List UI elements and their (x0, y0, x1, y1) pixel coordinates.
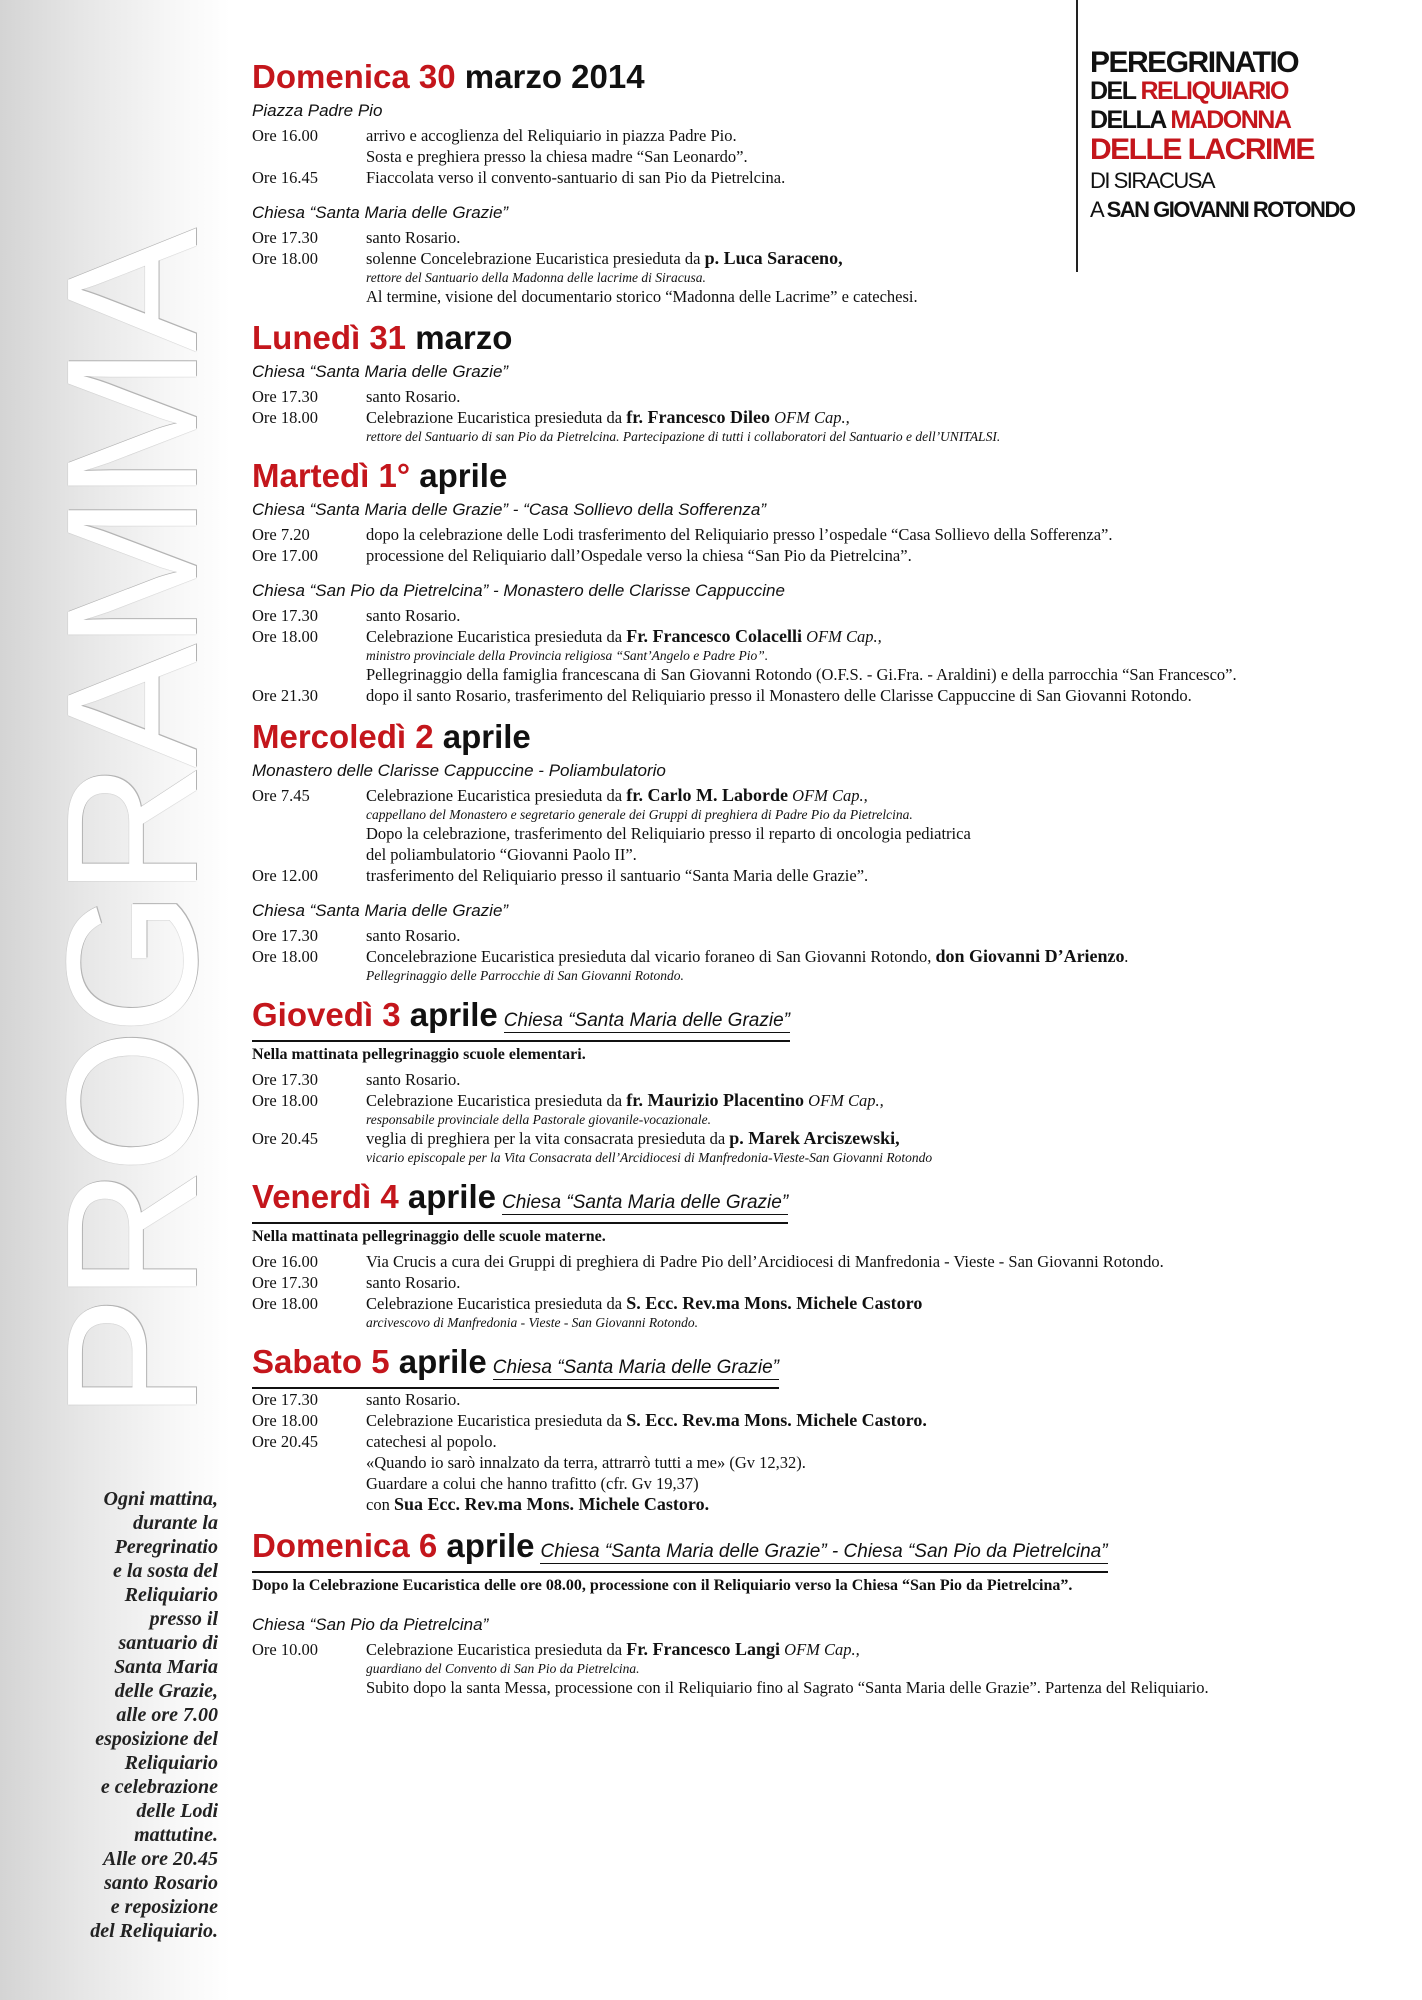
day-section (252, 718, 1362, 984)
detail-line (252, 146, 1362, 167)
celebrant-name: p. Marek Arciszewski, (729, 1128, 900, 1148)
location-label: Chiesa “Santa Maria delle Grazie” - “Casa Sollievo della Sofferenza” (252, 500, 767, 519)
schedule-description (366, 1272, 1362, 1293)
title-part: MADONNA (1170, 106, 1291, 134)
schedule-description (366, 407, 1362, 445)
time-label: Ore 17.30 (252, 387, 318, 406)
day-section (252, 996, 1362, 1166)
schedule-description (366, 1431, 1362, 1452)
note-line: delle Grazie, (114, 1680, 218, 1702)
month-label: marzo (406, 319, 513, 356)
weekday: Venerdì (252, 1178, 381, 1215)
schedule-row (252, 386, 1362, 407)
description-text: santo Rosario. (366, 387, 461, 406)
time-label: Ore 20.45 (252, 1432, 318, 1451)
detail-text: del poliambulatorio “Giovanni Paolo II”. (366, 845, 637, 864)
detail-line (252, 1677, 1362, 1698)
day-heading (252, 58, 1362, 96)
day-section (252, 1527, 1362, 1698)
title-part: SAN GIOVANNI ROTONDO (1106, 197, 1355, 222)
schedule-description (366, 386, 1362, 407)
spacer (252, 1600, 1362, 1610)
celebrant-name: Sua Ecc. Rev.ma Mons. Michele Castoro. (393, 1494, 710, 1514)
location-label: Monastero delle Clarisse Cappuccine - Poliambulatorio (252, 761, 666, 780)
month-label: aprile (437, 1527, 535, 1564)
day-section (252, 1178, 1362, 1331)
time-label: Ore 18.00 (252, 1411, 318, 1430)
schedule-description (366, 1128, 1362, 1166)
celebrant-role: rettore del Santuario della Madonna delle lacrime di Siracusa. (366, 270, 706, 285)
schedule-row (252, 1639, 1362, 1677)
schedule-row (252, 227, 1362, 248)
time-label: Ore 18.00 (252, 408, 318, 427)
schedule-row (252, 167, 1362, 188)
note-line: e reposizione (110, 1896, 218, 1918)
schedule-row (252, 1090, 1362, 1128)
day-number: 31 (369, 319, 407, 356)
celebrant-name: S. Ecc. Rev.ma Mons. Michele Castoro. (626, 1410, 927, 1430)
location-label: Piazza Padre Pio (252, 101, 383, 120)
note-line: del Reliquiario. (90, 1920, 218, 1942)
weekday: Domenica (252, 1527, 419, 1564)
day-note: Dopo la Celebrazione Eucaristica delle ore 08.00, processione con il Reliquiario verso la Chiesa “San Pio da Pietrelcina”. (252, 1577, 1073, 1594)
time-label: Ore 17.30 (252, 1273, 318, 1292)
schedule-row (252, 1431, 1362, 1452)
day-section (252, 319, 1362, 445)
schedule-row (252, 925, 1362, 946)
note-line: presso il (149, 1608, 218, 1630)
description-text: Celebrazione Eucaristica presieduta da (366, 408, 627, 427)
day-number: 30 (418, 58, 456, 95)
day-heading (252, 996, 790, 1042)
schedule-description (366, 1069, 1362, 1090)
description-text: santo Rosario. (366, 926, 461, 945)
detail-text: Guardare a colui che hanno trafitto (cfr. Gv 19,37) (366, 1474, 699, 1493)
schedule-description (366, 1293, 1362, 1331)
order-label: OFM Cap., (804, 1091, 884, 1110)
time-label: Ore 17.30 (252, 606, 318, 625)
day-number: 1° (378, 457, 411, 494)
day-section (252, 58, 1362, 307)
celebrant-role: cappellano del Monastero e segretario generale dei Gruppi di preghiera di Padre Pio da Pietrelcina. (366, 807, 913, 822)
heading-location: Chiesa “Santa Maria delle Grazie” (503, 1010, 790, 1031)
celebrant-role: responsabile provinciale della Pastorale giovanile-vocazionale. (366, 1112, 712, 1127)
daily-schedule-note (30, 1487, 218, 1943)
celebrant-name: S. Ecc. Rev.ma Mons. Michele Castoro (626, 1293, 923, 1313)
celebrant-name: fr. Francesco Dileo (626, 407, 771, 427)
detail-line (252, 1452, 1362, 1473)
schedule-row (252, 1128, 1362, 1166)
weekday: Sabato (252, 1343, 372, 1380)
note-line: Santa Maria (114, 1656, 218, 1678)
note-line: e la sosta del (113, 1560, 218, 1582)
schedule-description (366, 545, 1362, 566)
schedule-row (252, 785, 1362, 823)
schedule-description (366, 865, 1362, 886)
detail-text: Al termine, visione del documentario storico “Madonna delle Lacrime” e catechesi. (366, 287, 918, 306)
day-number: 5 (371, 1343, 390, 1380)
day-heading (252, 1343, 779, 1389)
celebrant-role: ministro provinciale della Provincia religiosa “Sant’Angelo e Padre Pio”. (366, 648, 769, 663)
schedule-description (366, 1639, 1362, 1677)
day-heading (252, 1178, 788, 1224)
heading-location: Chiesa “Santa Maria delle Grazie” - Chiesa “San Pio da Pietrelcina” (540, 1541, 1108, 1562)
detail-text: Dopo la celebrazione, trasferimento del Reliquiario presso il reparto di oncologia pediatrica (366, 824, 971, 843)
time-label: Ore 18.00 (252, 1091, 318, 1110)
note-line: Peregrinatio (114, 1536, 218, 1558)
note-line: Alle ore 20.45 (103, 1848, 218, 1870)
schedule-row (252, 125, 1362, 146)
schedule-description (366, 248, 1362, 286)
detail-text: Pellegrinaggio della famiglia francescana di San Giovanni Rotondo (O.F.S. - Gi.Fra. - Araldini) e della parrocchia “San Francesco”. (366, 665, 1237, 684)
note-line: mattutine. (134, 1824, 218, 1846)
schedule-row (252, 946, 1362, 984)
location-label: Chiesa “Santa Maria delle Grazie” (252, 362, 509, 381)
description-text: santo Rosario. (366, 228, 461, 247)
note-line: e celebrazione (100, 1776, 218, 1798)
schedule-row (252, 865, 1362, 886)
description-text: arrivo e accoglienza del Reliquiario in piazza Padre Pio. (366, 126, 737, 145)
location-label: Chiesa “Santa Maria delle Grazie” (252, 901, 509, 920)
month-label: aprile (410, 457, 508, 494)
time-label: Ore 7.45 (252, 786, 310, 805)
heading-location: Chiesa “Santa Maria delle Grazie” (492, 1357, 779, 1378)
description-text: processione del Reliquiario dall’Ospedale verso la chiesa “San Pio da Pietrelcina”. (366, 546, 912, 565)
time-label: Ore 16.00 (252, 126, 318, 145)
description-text: Celebrazione Eucaristica presieduta da (366, 1091, 627, 1110)
schedule-row (252, 407, 1362, 445)
day-number: 3 (382, 996, 401, 1033)
celebrant-role: guardiano del Convento di San Pio da Pietrelcina. (366, 1661, 640, 1676)
day-number: 2 (415, 718, 434, 755)
schedule-row (252, 1410, 1362, 1431)
description-text: solenne Concelebrazione Eucaristica presieduta da (366, 249, 705, 268)
celebrant-name: p. Luca Saraceno, (704, 248, 843, 268)
schedule-row (252, 1272, 1362, 1293)
schedule-row (252, 1251, 1362, 1272)
schedule-description (366, 685, 1362, 706)
schedule-description (366, 785, 1362, 823)
day-heading (252, 457, 1362, 495)
time-label: Ore 17.30 (252, 926, 318, 945)
detail-line (252, 286, 1362, 307)
note-line: delle Lodi (136, 1800, 218, 1822)
time-label: Ore 18.00 (252, 947, 318, 966)
day-heading (252, 319, 1362, 357)
location-label: Chiesa “Santa Maria delle Grazie” (252, 203, 509, 222)
description-text: Celebrazione Eucaristica presieduta da (366, 1640, 627, 1659)
schedule-row (252, 524, 1362, 545)
schedule-description (366, 1389, 1362, 1410)
schedule-row (252, 1293, 1362, 1331)
schedule-description (366, 1251, 1362, 1272)
celebrant-role: Pellegrinaggio delle Parrocchie di San Giovanni Rotondo. (366, 968, 684, 983)
detail-text: Subito dopo la santa Messa, processione con il Reliquiario fino al Sagrato “Santa Maria delle Grazie”. Partenza del Reliquiario. (366, 1678, 1209, 1697)
description-text: Concelebrazione Eucaristica presieduta dal vicario foraneo di San Giovanni Rotondo, (366, 947, 936, 966)
weekday: Lunedì (252, 319, 370, 356)
title-part: DI SIRACUSA (1090, 168, 1215, 193)
description-text: Fiaccolata verso il convento-santuario di san Pio da Pietrelcina. (366, 168, 786, 187)
note-line: santo Rosario (104, 1872, 218, 1894)
description-text: Celebrazione Eucaristica presieduta da (366, 627, 627, 646)
note-line: esposizione del (95, 1728, 218, 1750)
schedule-row (252, 1069, 1362, 1090)
day-number: 4 (380, 1178, 399, 1215)
time-label: Ore 18.00 (252, 1294, 318, 1313)
day-heading (252, 718, 1362, 756)
description-text: catechesi al popolo. (366, 1432, 497, 1451)
day-section (252, 457, 1362, 706)
description-text: dopo la celebrazione delle Lodi trasferimento del Reliquiario presso l’ospedale “Casa Sollievo della Sofferenza”. (366, 525, 1113, 544)
description-text: santo Rosario. (366, 1390, 461, 1409)
description-text: Celebrazione Eucaristica presieduta da (366, 1294, 627, 1313)
month-label: aprile (389, 1343, 487, 1380)
order-label: OFM Cap., (780, 1640, 860, 1659)
weekday: Domenica (252, 58, 419, 95)
schedule-description (366, 1410, 1362, 1431)
location-label: Chiesa “San Pio da Pietrelcina” (252, 1615, 489, 1634)
order-label: OFM Cap., (788, 786, 868, 805)
description-text: Via Crucis a cura dei Gruppi di preghiera di Padre Pio dell’Arcidiocesi di Manfredonia - Vieste - San Giovanni Rotondo. (366, 1252, 1164, 1271)
detail-line (252, 844, 1362, 865)
title-part: DELLE LACRIME (1090, 133, 1314, 166)
time-label: Ore 18.00 (252, 627, 318, 646)
weekday: Mercoledì (252, 718, 416, 755)
weekday: Giovedì (252, 996, 383, 1033)
month-label: aprile (433, 718, 531, 755)
note-line: alle ore 7.00 (116, 1704, 218, 1726)
day-note: Nella mattinata pellegrinaggio scuole elementari. (252, 1046, 586, 1063)
time-label: Ore 10.00 (252, 1640, 318, 1659)
schedule-description (366, 1090, 1362, 1128)
description-text: veglia di preghiera per la vita consacrata presieduta da (366, 1129, 730, 1148)
description-text: santo Rosario. (366, 1070, 461, 1089)
order-label: OFM Cap., (770, 408, 850, 427)
note-line: Ogni mattina, (103, 1488, 218, 1510)
description-text: Celebrazione Eucaristica presieduta da (366, 1411, 627, 1430)
programma-vertical-title: PROGRAMMA (29, 233, 236, 1420)
month-label: aprile (398, 1178, 496, 1215)
time-label: Ore 17.30 (252, 228, 318, 247)
detail-text: con (366, 1495, 394, 1514)
title-part: RELIQUIARIO (1140, 77, 1288, 105)
celebrant-name: fr. Maurizio Placentino (626, 1090, 805, 1110)
schedule-description (366, 227, 1362, 248)
location-label: Chiesa “San Pio da Pietrelcina” - Monastero delle Clarisse Cappuccine (252, 581, 785, 600)
title-part: A (1090, 197, 1107, 222)
description-text: trasferimento del Reliquiario presso il santuario “Santa Maria delle Grazie”. (366, 866, 869, 885)
title-part: DEL (1090, 77, 1141, 105)
schedule-description (366, 946, 1362, 984)
schedule-description (366, 925, 1362, 946)
order-label: . (1124, 947, 1129, 966)
heading-location: Chiesa “Santa Maria delle Grazie” (501, 1192, 789, 1213)
detail-line (252, 1473, 1362, 1494)
schedule-row (252, 248, 1362, 286)
day-number: 6 (418, 1527, 438, 1564)
month-label: aprile (400, 996, 498, 1033)
note-line: durante la (132, 1512, 218, 1534)
detail-line (252, 1494, 1362, 1515)
detail-line (252, 664, 1362, 685)
weekday: Martedì (252, 457, 379, 494)
programme-list (252, 58, 1362, 1710)
detail-text: «Quando io sarò innalzato da terra, attrarrò tutti a me» (Gv 12,32). (366, 1453, 806, 1472)
note-line: Reliquiario (124, 1752, 218, 1774)
schedule-description (366, 167, 1362, 188)
celebrant-name: Fr. Francesco Langi (626, 1639, 781, 1659)
time-label: Ore 17.30 (252, 1070, 318, 1089)
celebrant-name: Fr. Francesco Colacelli (626, 626, 802, 646)
schedule-row (252, 605, 1362, 626)
detail-line (252, 823, 1362, 844)
time-label: Ore 17.30 (252, 1390, 318, 1409)
note-line: santuario di (118, 1632, 218, 1654)
day-heading (252, 1527, 1108, 1573)
celebrant-name: fr. Carlo M. Laborde (626, 785, 789, 805)
schedule-row (252, 685, 1362, 706)
schedule-description (366, 605, 1362, 626)
schedule-row (252, 545, 1362, 566)
celebrant-role: vicario episcopale per la Vita Consacrata dell’Arcidiocesi di Manfredonia-Vieste-San Giovanni Rotondo (366, 1150, 933, 1165)
celebrant-name: don Giovanni D’Arienzo (935, 946, 1125, 966)
time-label: Ore 20.45 (252, 1129, 318, 1148)
spacer (252, 566, 1362, 576)
schedule-row (252, 626, 1362, 664)
description-text: Celebrazione Eucaristica presieduta da (366, 786, 627, 805)
description-text: dopo il santo Rosario, trasferimento del Reliquiario presso il Monastero delle Clarisse Cappuccine di San Giovanni Rotondo. (366, 686, 1192, 705)
schedule-description (366, 626, 1362, 664)
time-label: Ore 17.00 (252, 546, 318, 565)
day-note: Nella mattinata pellegrinaggio delle scuole materne. (252, 1228, 606, 1245)
month-label: marzo 2014 (455, 58, 645, 95)
time-label: Ore 18.00 (252, 249, 318, 268)
schedule-row (252, 1389, 1362, 1410)
description-text: santo Rosario. (366, 606, 461, 625)
detail-text: Sosta e preghiera presso la chiesa madre “San Leonardo”. (366, 147, 748, 166)
time-label: Ore 21.30 (252, 686, 318, 705)
spacer (252, 886, 1362, 896)
time-label: Ore 12.00 (252, 866, 318, 885)
note-line: Reliquiario (124, 1584, 218, 1606)
time-label: Ore 7.20 (252, 525, 310, 544)
spacer (252, 188, 1362, 198)
schedule-description (366, 524, 1362, 545)
description-text: santo Rosario. (366, 1273, 461, 1292)
schedule-description (366, 125, 1362, 146)
time-label: Ore 16.00 (252, 1252, 318, 1271)
celebrant-role: rettore del Santuario di san Pio da Pietrelcina. Partecipazione di tutti i collaboratori del Santuario e dell’UNITALSI. (366, 429, 1001, 444)
celebrant-role: arcivescovo di Manfredonia - Vieste - San Giovanni Rotondo. (366, 1315, 699, 1330)
order-label: OFM Cap., (802, 627, 882, 646)
title-part: DELLA (1090, 106, 1171, 134)
title-part: PEREGRINATIO (1090, 46, 1299, 79)
day-section (252, 1343, 1362, 1515)
time-label: Ore 16.45 (252, 168, 318, 187)
